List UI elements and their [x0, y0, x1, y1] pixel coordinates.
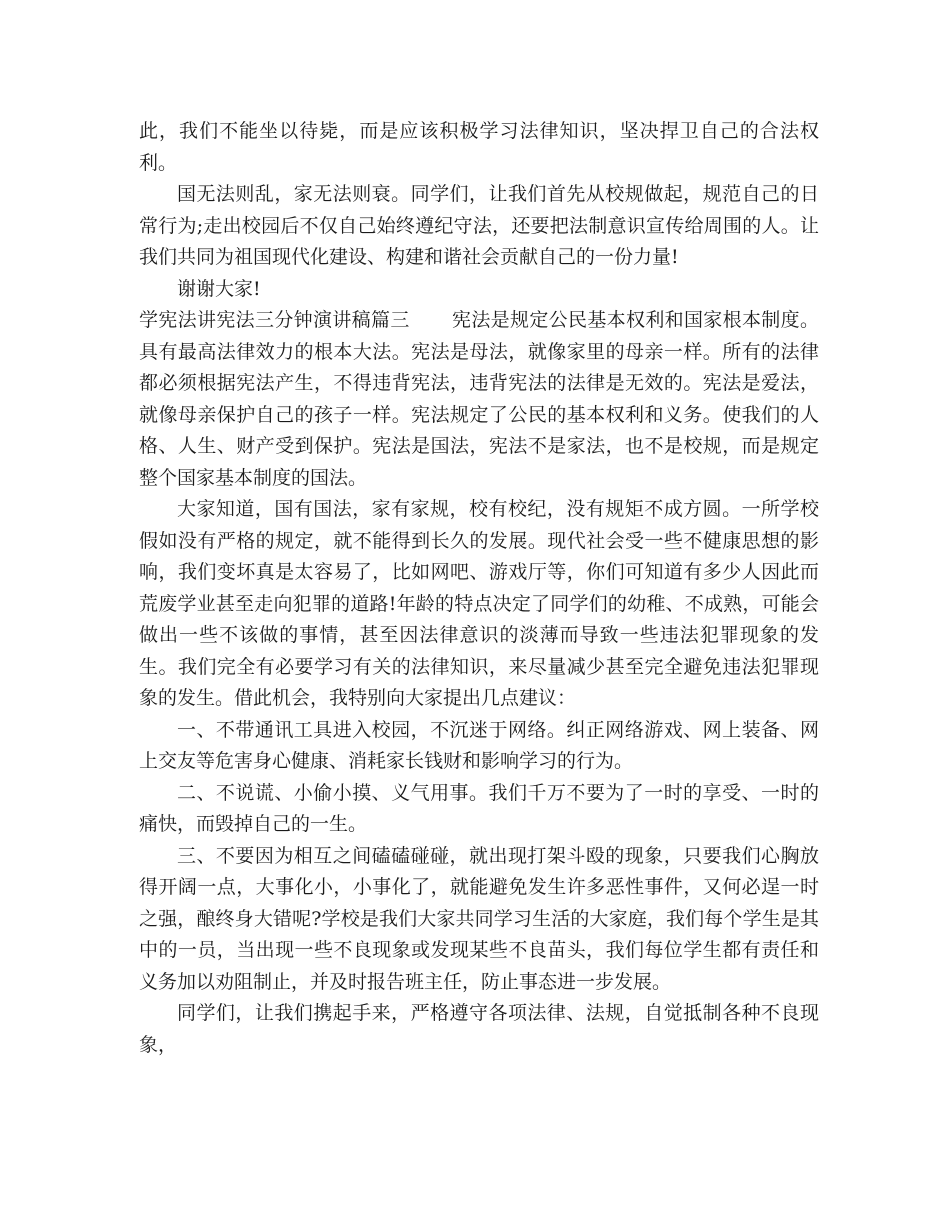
- section-first-text: 宪法是规定公民基本权利和国家根本制度。具有最高法律效力的根本大法。宪法是母法，就像家里的母亲一样。所有的法律都必须根据宪法产生，不得违背宪法，违背宪法的法律是无效的。宪法是爱法，就像母亲保护自己的孩子一样。宪法规定了公民的基本权利和义务。使我们的人格、人生、财产受到保护。宪法是国法，宪法不是家法，也不是校规，而是规定整个国家基本制度的国法。: [139, 309, 819, 489]
- paragraph-suggestion-1: 一、不带通讯工具进入校园，不沉迷于网络。纠正网络游戏、网上装备、网上交友等危害身心健康、消耗家长钱财和影响学习的行为。: [139, 718, 819, 772]
- paragraph-continuation: 此，我们不能坐以待毙，而是应该积极学习法律知识，坚决捍卫自己的合法权利。: [139, 120, 819, 174]
- paragraph-rule-of-law: 国无法则乱，家无法则衰。同学们，让我们首先从校规做起，规范自己的日常行为;走出校园后不仅自己始终遵纪守法，还要把法制意识宣传给周围的人。让我们共同为祖国现代化建设、构建和谐社会贡献自己的一份力量!: [139, 183, 819, 268]
- section-heading: 学宪法讲宪法三分钟演讲稿篇三: [139, 309, 410, 331]
- document-body: [139, 116, 819, 1061]
- paragraph-rules: 大家知道，国有国法，家有家规，校有校纪，没有规矩不成方圆。一所学校假如没有严格的规定，就不能得到长久的发展。现代社会受一些不健康思想的影响，我们变坏真是太容易了，比如网吧、游戏厅等，你们可知道有多少人因此而荒废学业甚至走向犯罪的道路!年龄的特点决定了同学们的幼稚、不成熟，可能会做出一些不该做的事情，甚至因法律意识的淡薄而导致一些违法犯罪现象的发生。我们完全有必要学习有关的法律知识，来尽量减少甚至完全避免违法犯罪现象的发生。借此机会，我特别向大家提出几点建议：: [139, 498, 819, 709]
- paragraph-closing: 同学们，让我们携起手来，严格遵守各项法律、法规，自觉抵制各种不良现象，: [139, 1002, 819, 1056]
- paragraph-suggestion-3: 三、不要因为相互之间磕磕碰碰，就出现打架斗殴的现象，只要我们心胸放得开阔一点，大事化小，小事化了，就能避免发生许多恶性事件，又何必逞一时之强，酿终身大错呢?学校是我们大家共同学习生活的大家庭，我们每个学生是其中的一员，当出现一些不良现象或发现某些不良苗头，我们每位学生都有责任和义务加以劝阻制止，并及时报告班主任，防止事态进一步发展。: [139, 844, 819, 993]
- paragraph-suggestion-2: 二、不说谎、小偷小摸、义气用事。我们千万不要为了一时的享受、一时的痛快，而毁掉自己的一生。: [139, 781, 819, 835]
- paragraph-thanks: 谢谢大家!: [177, 277, 261, 300]
- section-paragraph: [139, 305, 819, 494]
